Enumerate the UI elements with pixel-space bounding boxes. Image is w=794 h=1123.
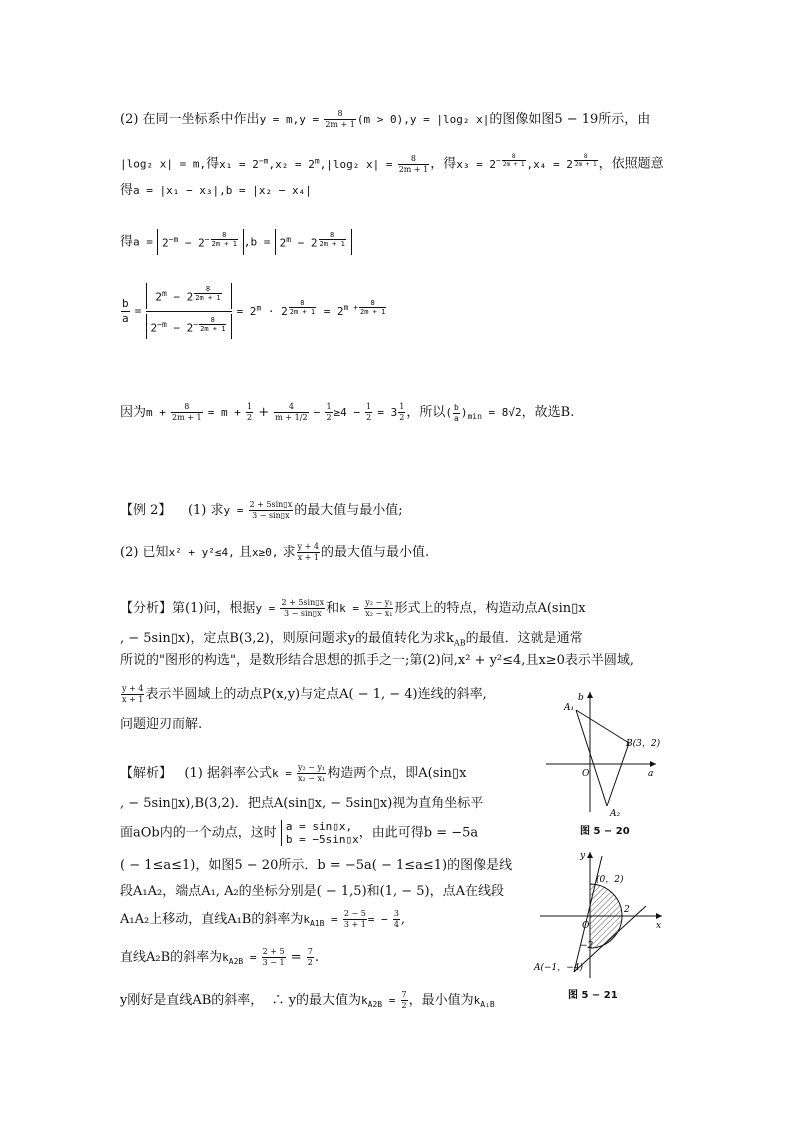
fraction: $\frac{2 + 5\sin▯x}{3 - \sin▯x}$	[281, 598, 325, 618]
math: a =	[133, 235, 153, 249]
solution-line-5	[120, 883, 504, 901]
figure-5-21-caption: 图 5 − 21	[568, 990, 618, 1001]
figure-5-21	[530, 848, 670, 1008]
text: ∴ y的最大值为	[271, 993, 362, 1008]
fraction: $\frac{7}{2}$	[307, 947, 313, 967]
x-axis-arrow	[656, 913, 662, 919]
fraction: $\frac{4}{m + 1/2}$	[275, 402, 308, 422]
segment-A1B	[576, 710, 629, 743]
figure-5-20-caption: 图 5 − 20	[580, 826, 630, 837]
text-line-5	[120, 283, 387, 363]
text: ( − 1≤a≤1)，如图5 − 20所示．b = −5a( − 1≤a≤1)的图像是线	[120, 858, 513, 873]
analysis-line-4	[120, 684, 487, 705]
text: , − 5sin▯x)，定点B(3,2)，则原问题求y的最值转化为求k	[120, 631, 454, 646]
text: 且	[238, 545, 252, 560]
analysis-line-5	[120, 716, 202, 734]
analysis-line-2	[120, 630, 583, 653]
math: ( $\frac{b}{a}$ )$_{min} = 8√2$	[445, 402, 522, 423]
fraction: $\frac{3}{4}$	[393, 909, 399, 929]
label-A1: A₁	[564, 703, 575, 713]
text: 的图像如图5 − 19所示，由	[489, 112, 651, 127]
text: 的最大值与最小值.	[321, 545, 430, 560]
b-axis-arrow	[587, 692, 593, 698]
figure-5-20-diagram	[540, 688, 660, 818]
text: 面aOb内的一个动点，这时	[120, 825, 277, 841]
label-a: a	[648, 769, 654, 779]
segment-A1A2	[576, 710, 607, 806]
label-2: 2	[624, 905, 630, 915]
label-B: B(3，2)	[626, 739, 660, 749]
text: (1) 求	[187, 503, 224, 518]
fraction: $\frac{2 - 5}{3 + 1}$	[343, 909, 366, 929]
math: $k_{A2B}$ =	[361, 994, 396, 1010]
label-origin: O	[582, 769, 590, 779]
text: 的最大值与最小值;	[294, 503, 403, 518]
math: y =	[223, 504, 244, 517]
text-line-2	[120, 152, 664, 175]
abs-expr: 2$^m$ − 2 $^{\frac{8}{2m + 1}}$	[275, 229, 352, 255]
text-line-4	[120, 229, 352, 255]
solution-line-2	[120, 795, 483, 813]
text: 表示半圆域上的动点P(x,y)与定点A( − 1, − 4)连线的斜率,	[145, 687, 487, 702]
label-point-02: (0，2)	[596, 875, 624, 885]
text: 形式上的特点，构造动点A(sin▯x	[394, 601, 586, 616]
math: k =	[271, 767, 292, 780]
label-origin: O	[582, 921, 590, 931]
solution-line-8	[120, 990, 495, 1014]
fraction: $\frac{\text{y₂ − y₁}}{\text{x₂ − x₁}}$	[365, 598, 393, 618]
math: = 3	[377, 406, 398, 419]
fraction: $\frac{y + 4}{x + 1}$	[122, 684, 144, 704]
fraction: $\frac{1}{2}$	[399, 402, 405, 422]
math: = −	[367, 913, 388, 926]
math: x≥0,	[251, 546, 279, 559]
math: y =	[255, 602, 276, 615]
text: 因为	[120, 405, 147, 420]
math: m +	[146, 406, 166, 419]
fraction: $\frac{8}{2m + 1}$	[398, 153, 429, 174]
text: (2) 在同一坐标系中作出	[120, 112, 260, 127]
fraction-b-a: $\frac{b}{a}$	[122, 296, 129, 325]
text: 得	[206, 156, 220, 172]
y-axis-arrow	[587, 852, 593, 858]
text: 和	[326, 601, 340, 616]
text: ，由此可得b = −5a	[358, 825, 479, 841]
label-neg2: −2	[580, 941, 594, 951]
text: y刚好是直线AB的斜率，	[120, 993, 264, 1008]
fraction: $\frac{y + 4}{x + 1}$	[297, 542, 320, 562]
a-axis-arrow	[650, 761, 656, 767]
text: ，得	[430, 156, 457, 172]
figure-5-20	[540, 688, 660, 838]
fraction: $\frac{1}{2}$	[247, 402, 253, 422]
math: $x_1 = 2^{-m},x_2 = 2^m,|\log_2$ x| =	[219, 156, 393, 171]
label-x: x	[656, 921, 662, 931]
math: −	[313, 406, 321, 419]
text: 求	[282, 545, 296, 560]
text: 问题迎刃而解.	[120, 717, 203, 732]
text: 得	[120, 183, 134, 198]
math: ≥4 −	[333, 406, 361, 419]
text: A₁A₂上移动，直线A₁B的斜率为	[120, 912, 304, 927]
label-A: A(−1，−4)	[534, 963, 584, 973]
figure-5-21-diagram	[530, 848, 670, 983]
text: (2) 已知	[120, 545, 169, 560]
math: =	[134, 304, 142, 318]
example-title: 【例 2】	[120, 503, 172, 518]
math: k =	[339, 602, 360, 615]
text: 得	[120, 234, 134, 250]
text-line-3	[120, 182, 312, 200]
math: a = |x₁ − x₃|,b = |x₂ − x₄|	[133, 184, 312, 197]
math: $x_3 = 2^{- \frac{8}{2m + 1}}$ ,x₄ = 2 $^{\frac{8}{2m + 1}}$	[456, 153, 597, 171]
label-y: y	[580, 851, 586, 861]
fraction: $\frac{\text{y₂ − y₁}}{\text{x₂ − x₁}}$	[298, 763, 326, 783]
solution-line-4	[120, 857, 512, 875]
solution-line-3	[120, 820, 478, 850]
text: 第(1)问，根据	[172, 601, 256, 616]
text: , − 5sin▯x),B(3,2)．把点A(sin▯x, − 5sin▯x)视为直角坐标平	[120, 796, 484, 811]
text: ，依照题意	[598, 156, 664, 172]
text: ，所以	[406, 405, 446, 420]
math: (m > 0),y = |log₂ x|	[356, 113, 490, 126]
equation-system: a = sin▯x, b = −5sin▯x	[281, 820, 359, 846]
analysis-line-3	[120, 652, 634, 670]
math: $k_{A2B}$ =	[222, 951, 257, 967]
label-b: b	[578, 693, 584, 703]
text-line-1	[120, 109, 650, 130]
fraction: $\frac{7}{2}$	[401, 990, 407, 1010]
solution-line-6: A₁A₂上移动，直线A₁B的斜率为$k_{A1B}$ = $\frac{2 - 5}{3 + 1}$ = − $\frac{3}{4}$ ,	[120, 909, 406, 929]
analysis-title: 【分析】	[120, 601, 173, 616]
text: ，最小值为	[408, 993, 474, 1008]
math: $k_{A1B}$ =	[303, 913, 338, 929]
solution-line-1	[120, 763, 466, 784]
fraction: $\frac{2 + 5\sin▯x}{3 - \sin▯x}$	[249, 500, 293, 520]
example-2-line-1	[120, 500, 403, 521]
math: ,b =	[243, 235, 271, 249]
math: = $2^m \cdot 2$ $^{\frac{8}{2m + 1}}$ = $2^{m + \frac{8}{2m + 1}}$	[236, 299, 386, 318]
big-fraction: 2$^m$ − 2 $^{\frac{8}{2m + 1}}$ $2^{-m} - 2^{- \frac{8}{2m + 1}}$	[146, 283, 233, 339]
example-2-line-2	[120, 542, 429, 563]
fraction: $\frac{8}{2m + 1}$	[172, 402, 202, 422]
analysis-line-1	[120, 598, 586, 619]
segment-A2B	[607, 743, 629, 806]
solution-title: 【解析】	[120, 766, 173, 781]
abs-expr: $2^{-m} - 2^{- \frac{8}{2m + 1}}$	[157, 229, 244, 255]
text: ，故选B.	[521, 405, 575, 420]
text: 的最值．这就是通常	[465, 631, 583, 646]
subscript: AB	[453, 638, 466, 648]
math: y = m,y =	[259, 113, 320, 126]
text: 段A₁A₂，端点A₁, A₂的坐标分别是( − 1,5)和(1, − 5)，点A在线段	[120, 884, 505, 899]
text: 构造两个点，即A(sin▯x	[327, 766, 467, 781]
text-line-6: 因为m + $\frac{8}{2m + 1}$ = m + $\frac{1}{2}$ + $\frac{4}{m + 1/2}$ − $\frac{1}{2}$ ≥4 − $\frac{1}{2}$ = 3 $\frac{1}{2}$ ，所以( $\frac{b}{a}$ )$_{min} = 8√2$，故选B.	[120, 402, 575, 423]
math: $k_{A_1B}$	[473, 994, 495, 1010]
fraction: $\frac{1}{2}$	[326, 402, 332, 422]
text: (1) 据斜率公式	[184, 766, 272, 781]
text: 所说的"图形的构选"，是数形结合思想的抓手之一;第(2)问,x² + y²≤4,且x≥0表示半圆域,	[120, 653, 635, 668]
math: = m +	[207, 406, 241, 419]
math: |log₂ x| = m,	[120, 157, 207, 171]
label-A2: A₂	[610, 809, 621, 818]
fraction: $\frac{1}{2}$	[366, 402, 372, 422]
text: 直线A₂B的斜率为	[120, 950, 223, 965]
solution-line-7: 直线A₂B的斜率为$k_{A2B}$ = $\frac{2 + 5}{3 - 1}$ = $\frac{7}{2}$ .	[120, 947, 319, 967]
fraction: $\frac{8}{2m + 1}$	[325, 109, 355, 129]
math: x² + y²≤4,	[168, 546, 235, 559]
fraction: $\frac{2 + 5}{3 - 1}$	[262, 947, 285, 967]
